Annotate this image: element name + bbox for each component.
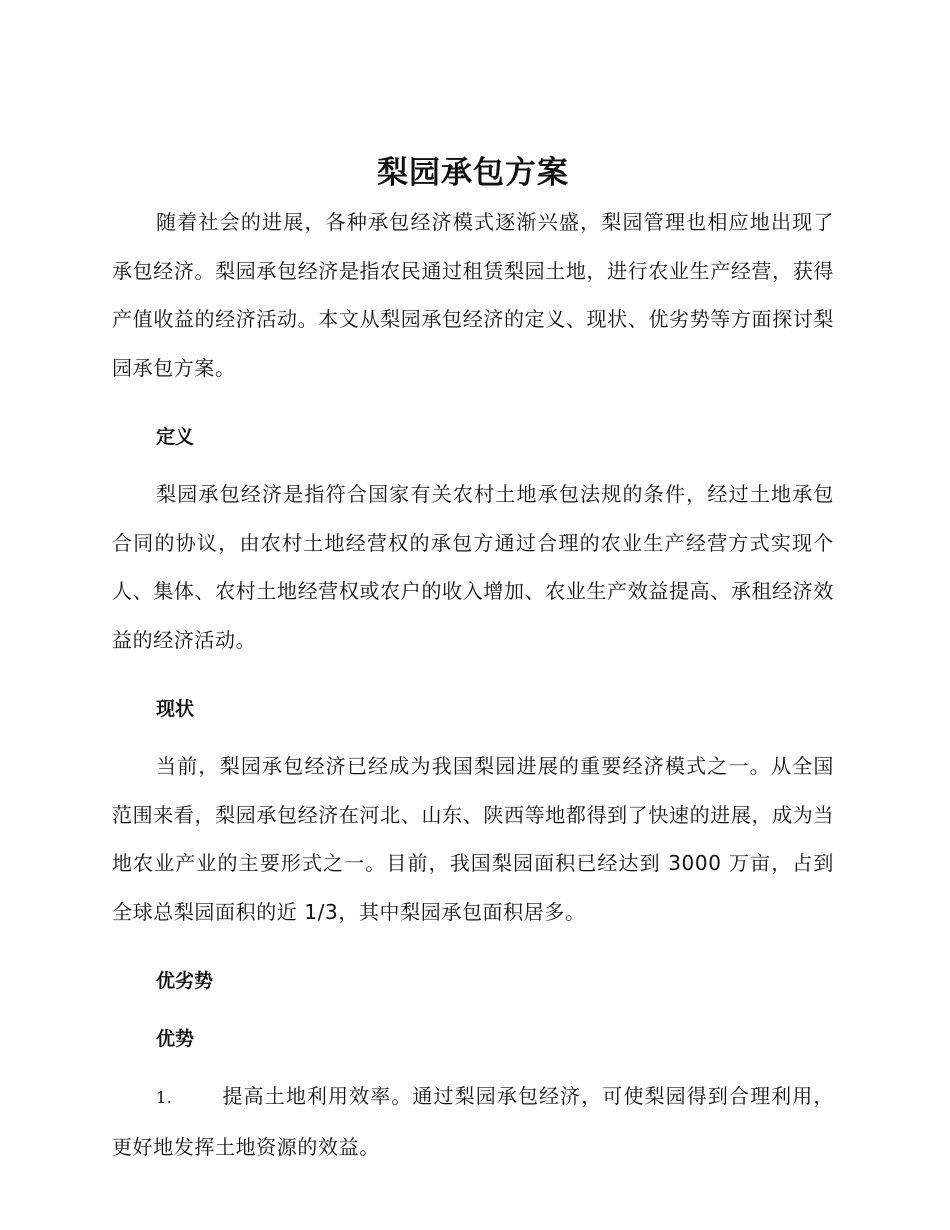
spacer xyxy=(112,936,834,966)
document-body xyxy=(112,148,834,1171)
subsection-heading-advantages: 优势 xyxy=(156,1028,195,1050)
spacer xyxy=(112,664,834,694)
advantage-list-item xyxy=(112,1072,834,1171)
list-item-text: 提高土地利用效率。通过梨园承包经济，可使梨园得到合理利用，更好地发挥土地资源的效益。 xyxy=(112,1084,834,1159)
status-paragraph: 当前，梨园承包经济已经成为我国梨园进展的重要经济模式之一。从全国范围来看，梨园承包经济在河北、山东、陕西等地都得到了快速的进展，成为当地农业产业的主要形式之一。目前，我国梨园面积已经达到 3000 万亩，占到全球总梨园面积的近 1/3，其中梨园承包面积居多。 xyxy=(112,754,834,924)
definition-paragraph: 梨园承包经济是指符合国家有关农村土地承包法规的条件，经过土地承包合同的协议，由农村土地经营权的承包方通过合理的农业生产经营方式实现个人、集体、农村土地经营权或农户的收入增加、农业生产效益提高、承租经济效益的经济活动。 xyxy=(112,482,834,652)
document-title: 梨园承包方案 xyxy=(377,155,569,191)
spacer xyxy=(112,1054,834,1072)
section-heading-status: 现状 xyxy=(156,698,195,720)
section-heading-pros-cons: 优劣势 xyxy=(156,970,214,992)
spacer xyxy=(112,996,834,1024)
section-heading-definition: 定义 xyxy=(156,426,195,448)
list-item-number: 1. xyxy=(156,1088,173,1107)
spacer xyxy=(112,452,834,470)
spacer xyxy=(112,392,834,422)
intro-paragraph: 随着社会的进展，各种承包经济模式逐渐兴盛，梨园管理也相应地出现了承包经济。梨园承包经济是指农民通过租赁梨园土地，进行农业生产经营，获得产值收益的经济活动。本文从梨园承包经济的定义、现状、优劣势等方面探讨梨园承包方案。 xyxy=(112,210,834,380)
spacer xyxy=(112,724,834,742)
